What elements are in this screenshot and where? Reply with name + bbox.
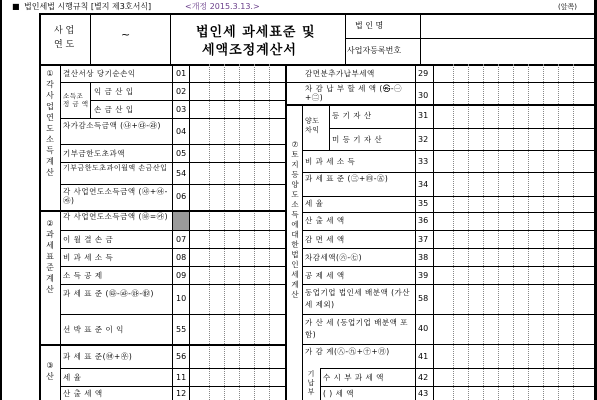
row-label-58: 동업기업 법인세 배분액 (가산세 제외) [305, 288, 411, 309]
row-code-32: 32 [418, 135, 429, 144]
right-section-col [302, 104, 303, 400]
row-code-04: 04 [176, 127, 187, 136]
shaded-cell [173, 212, 189, 230]
row-label-12: 산 출 세 액 [63, 389, 103, 398]
capital-gain-group: 양도 차익 [305, 117, 320, 134]
row-code-30: 30 [418, 91, 429, 100]
row-label-41: 가 감 계(㊇-㊈+㊉+㊊) [305, 347, 390, 356]
row-code-35: 35 [418, 199, 429, 208]
row-code-58: 58 [418, 294, 429, 303]
row-code-55: 55 [176, 325, 187, 334]
prepaid-group: 기 납 부 [307, 370, 315, 396]
form-title-line1: 법인세 과세표준 및 [196, 25, 316, 40]
business-year-label-1: 사 업 [54, 26, 75, 36]
row-code-43: 43 [418, 389, 429, 398]
row-label-32: 미 등 기 자 산 [332, 135, 383, 144]
row-label-05: 기부금한도초과액 [63, 149, 125, 158]
row-label-43: ( ) 세 액 [323, 389, 354, 398]
left-border [39, 13, 41, 400]
row-code-12: 12 [176, 389, 187, 398]
row-code-39: 39 [418, 271, 429, 280]
row-code-07: 07 [176, 235, 187, 244]
header-marker: ■ [12, 2, 20, 11]
row-code-33: 33 [418, 157, 429, 166]
row-label-31: 등 기 자 산 [332, 111, 372, 120]
row-label-30: 차 감 납 부 할 세 액 (㉿-㊀+㊁) [305, 84, 403, 102]
top-divider-2 [170, 13, 171, 64]
row-label-04: 차가감소득금액 (㉯+㉰-㉱) [63, 121, 161, 130]
business-year-label-2: 연 도 [54, 40, 75, 50]
form-reference: 법인세법 시행규칙 [별지 제3호서식] [24, 2, 152, 11]
top-right-mid [345, 38, 596, 39]
row-label-07: 이 월 결 손 금 [63, 235, 114, 244]
left-section-col [60, 64, 61, 400]
row-code-03: 03 [176, 105, 187, 114]
row-label-36: 산 출 세 액 [305, 216, 345, 225]
row-label-56: 과 세 표 준(㉽+㉾) [63, 352, 133, 361]
section3-label: ③ 산 [46, 361, 54, 381]
row-code-56: 56 [176, 352, 187, 361]
row-code-06: 06 [176, 192, 187, 201]
row-label-54: 기부금한도초과이월액 손금산입 [63, 164, 168, 172]
row-code-05: 05 [176, 149, 187, 158]
row-label-09: 소 득 공 제 [63, 271, 103, 280]
left-value-col [189, 64, 190, 400]
row-code-38: 38 [418, 253, 429, 262]
left-code-col [172, 64, 173, 400]
revision-note: <개정 2015.3.13.> [185, 2, 260, 11]
row-code-02: 02 [176, 87, 187, 96]
row-label-39: 공 제 세 액 [305, 271, 345, 280]
section2-label: ②과세표준계산 [46, 219, 54, 294]
row-label-08: 비 과 세 소 득 [63, 253, 114, 262]
row-code-29: 29 [418, 69, 429, 78]
right-code-col [415, 64, 416, 400]
row-code-40: 40 [418, 324, 429, 333]
page-side-tag: (앞쪽) [558, 3, 577, 11]
row-label-37: 감 면 세 액 [305, 235, 345, 244]
row-code-08: 08 [176, 253, 187, 262]
row-code-36: 36 [418, 216, 429, 225]
row-label-34: 과 세 표 준 (㊂+㊃-㊄) [305, 174, 389, 183]
row-label-10: 과 세 표 준 (㉹-㉺-㉻-㉼) [63, 289, 154, 298]
row-label-35: 세 율 [305, 199, 324, 208]
row-code-41: 41 [418, 352, 429, 361]
top-divider-1 [90, 13, 91, 64]
row-label-29: 감면분추가납부세액 [305, 69, 375, 78]
form-title-line2: 세액조정계산서 [202, 43, 297, 58]
row-code-11: 11 [176, 373, 187, 382]
row-code-42: 42 [418, 373, 429, 382]
row-group-adjust: 소득조정 금 액 [63, 92, 89, 108]
row-label-02: 익 금 산 입 [94, 87, 134, 96]
section2-bottom [39, 344, 285, 346]
row-code-54: 54 [176, 169, 187, 178]
corp-name-label: 법 인 명 [355, 21, 384, 30]
row-label-s2-0: 각 사업연도소득금액 (㉷=㉸) [63, 212, 169, 221]
row-code-37: 37 [418, 235, 429, 244]
right-value-col [433, 64, 434, 400]
section1-label: ①각사업연도소득계산 [46, 69, 54, 177]
row-code-31: 31 [418, 111, 429, 120]
row-label-01: 결산서상 당기순손익 [63, 69, 136, 78]
biz-reg-no-label: 사업자등록번호 [347, 46, 402, 55]
top-border [39, 13, 596, 15]
row-code-09: 09 [176, 271, 187, 280]
row-label-33: 비 과 세 소 득 [305, 157, 356, 166]
row-code-34: 34 [418, 180, 429, 189]
row-label-03: 손 금 산 입 [94, 105, 134, 114]
row-code-01: 01 [176, 69, 187, 78]
row-label-06: 각 사업연도소득금액 (㉴+㉵-㉶) [63, 187, 168, 205]
period-tilde: ~ [121, 28, 131, 41]
row-label-40: 가 산 세 (동업기업 배분액 포함) [305, 318, 409, 339]
row-label-11: 세 율 [63, 373, 82, 382]
section7-label: ⑦토지등양도소득에대한법인세계산 [291, 140, 299, 299]
row-code-10: 10 [176, 294, 187, 303]
left-table-right-border [285, 64, 287, 400]
row-label-42: 수 시 부 과 세 액 [323, 373, 384, 382]
row-label-55: 선 박 표 준 이 익 [63, 325, 124, 334]
row-label-38: 차감세액(㊅-㊆) [305, 253, 363, 262]
